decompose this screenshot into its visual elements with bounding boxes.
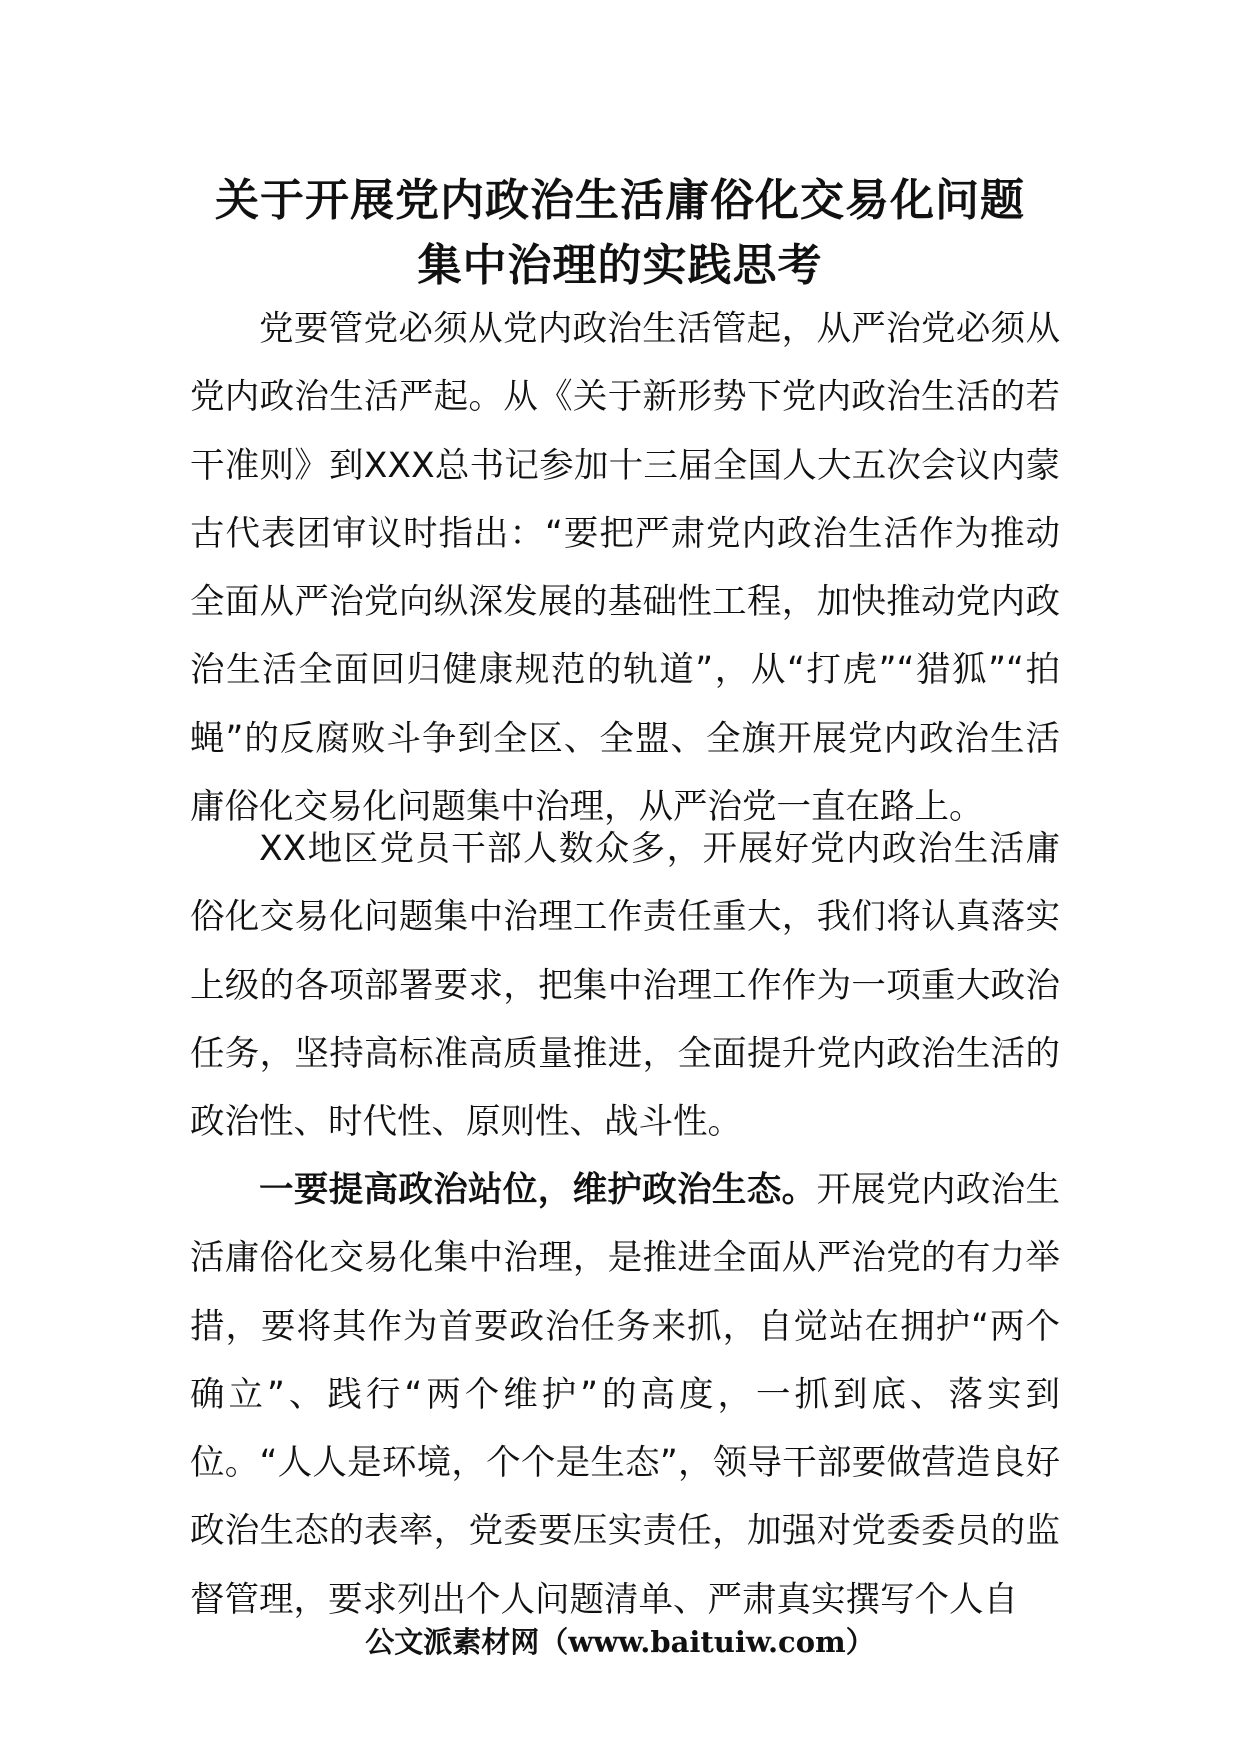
- paragraph-lead-sentence: 一要提高政治站位，维护政治生态。: [259, 1170, 817, 1210]
- footer-source: 公文派素材网（www.baituiw.com）: [365, 1625, 875, 1659]
- document-title-line-2: 集中治理的实践思考: [417, 240, 823, 291]
- body-paragraph-2: XX地区党员干部人数众多，开展好党内政治生活庸俗化交易化问题集中治理工作责任重大，我们将认真落实上级的各项部署要求，把集中治理工作作为一项重大政治任务，坚持高标准高质量推进，全面提升党内政治生活的政治性、时代性、原则性、战斗性。: [190, 829, 1060, 1143]
- body-paragraph-3: [190, 1156, 1060, 1634]
- body-paragraph-1: 党要管党必须从党内政治生活管起，从严治党必须从党内政治生活严起。从《关于新形势下党内政治生活的若干准则》到XXX总书记参加十三届全国人大五次会议内蒙古代表团审议时指出：“要把严肃党内政治生活作为推动全面从严治党向纵深发展的基础性工程，加快推动党内政治生活全面回归健康规范的轨道”，从“打虎”“猎狐”“拍蝇”的反腐败斗争到全区、全盟、全旗开展党内政治生活庸俗化交易化问题集中治理，从严治党一直在路上。: [190, 309, 1060, 828]
- document-title-line-1: 关于开展党内政治生活庸俗化交易化问题: [215, 175, 1025, 226]
- paragraph-body-text: 开展党内政治生活庸俗化交易化集中治理，是推进全面从严治党的有力举措，要将其作为首要政治任务来抓，自觉站在拥护“两个确立”、践行“两个维护”的高度，一抓到底、落实到位。“人人是环境，个个是生态”，领导干部要做营造良好政治生态的表率，党委要压实责任，加强对党委委员的监督管理，要求列出个人问题清单、严肃真实撰写个人自: [190, 1170, 1060, 1620]
